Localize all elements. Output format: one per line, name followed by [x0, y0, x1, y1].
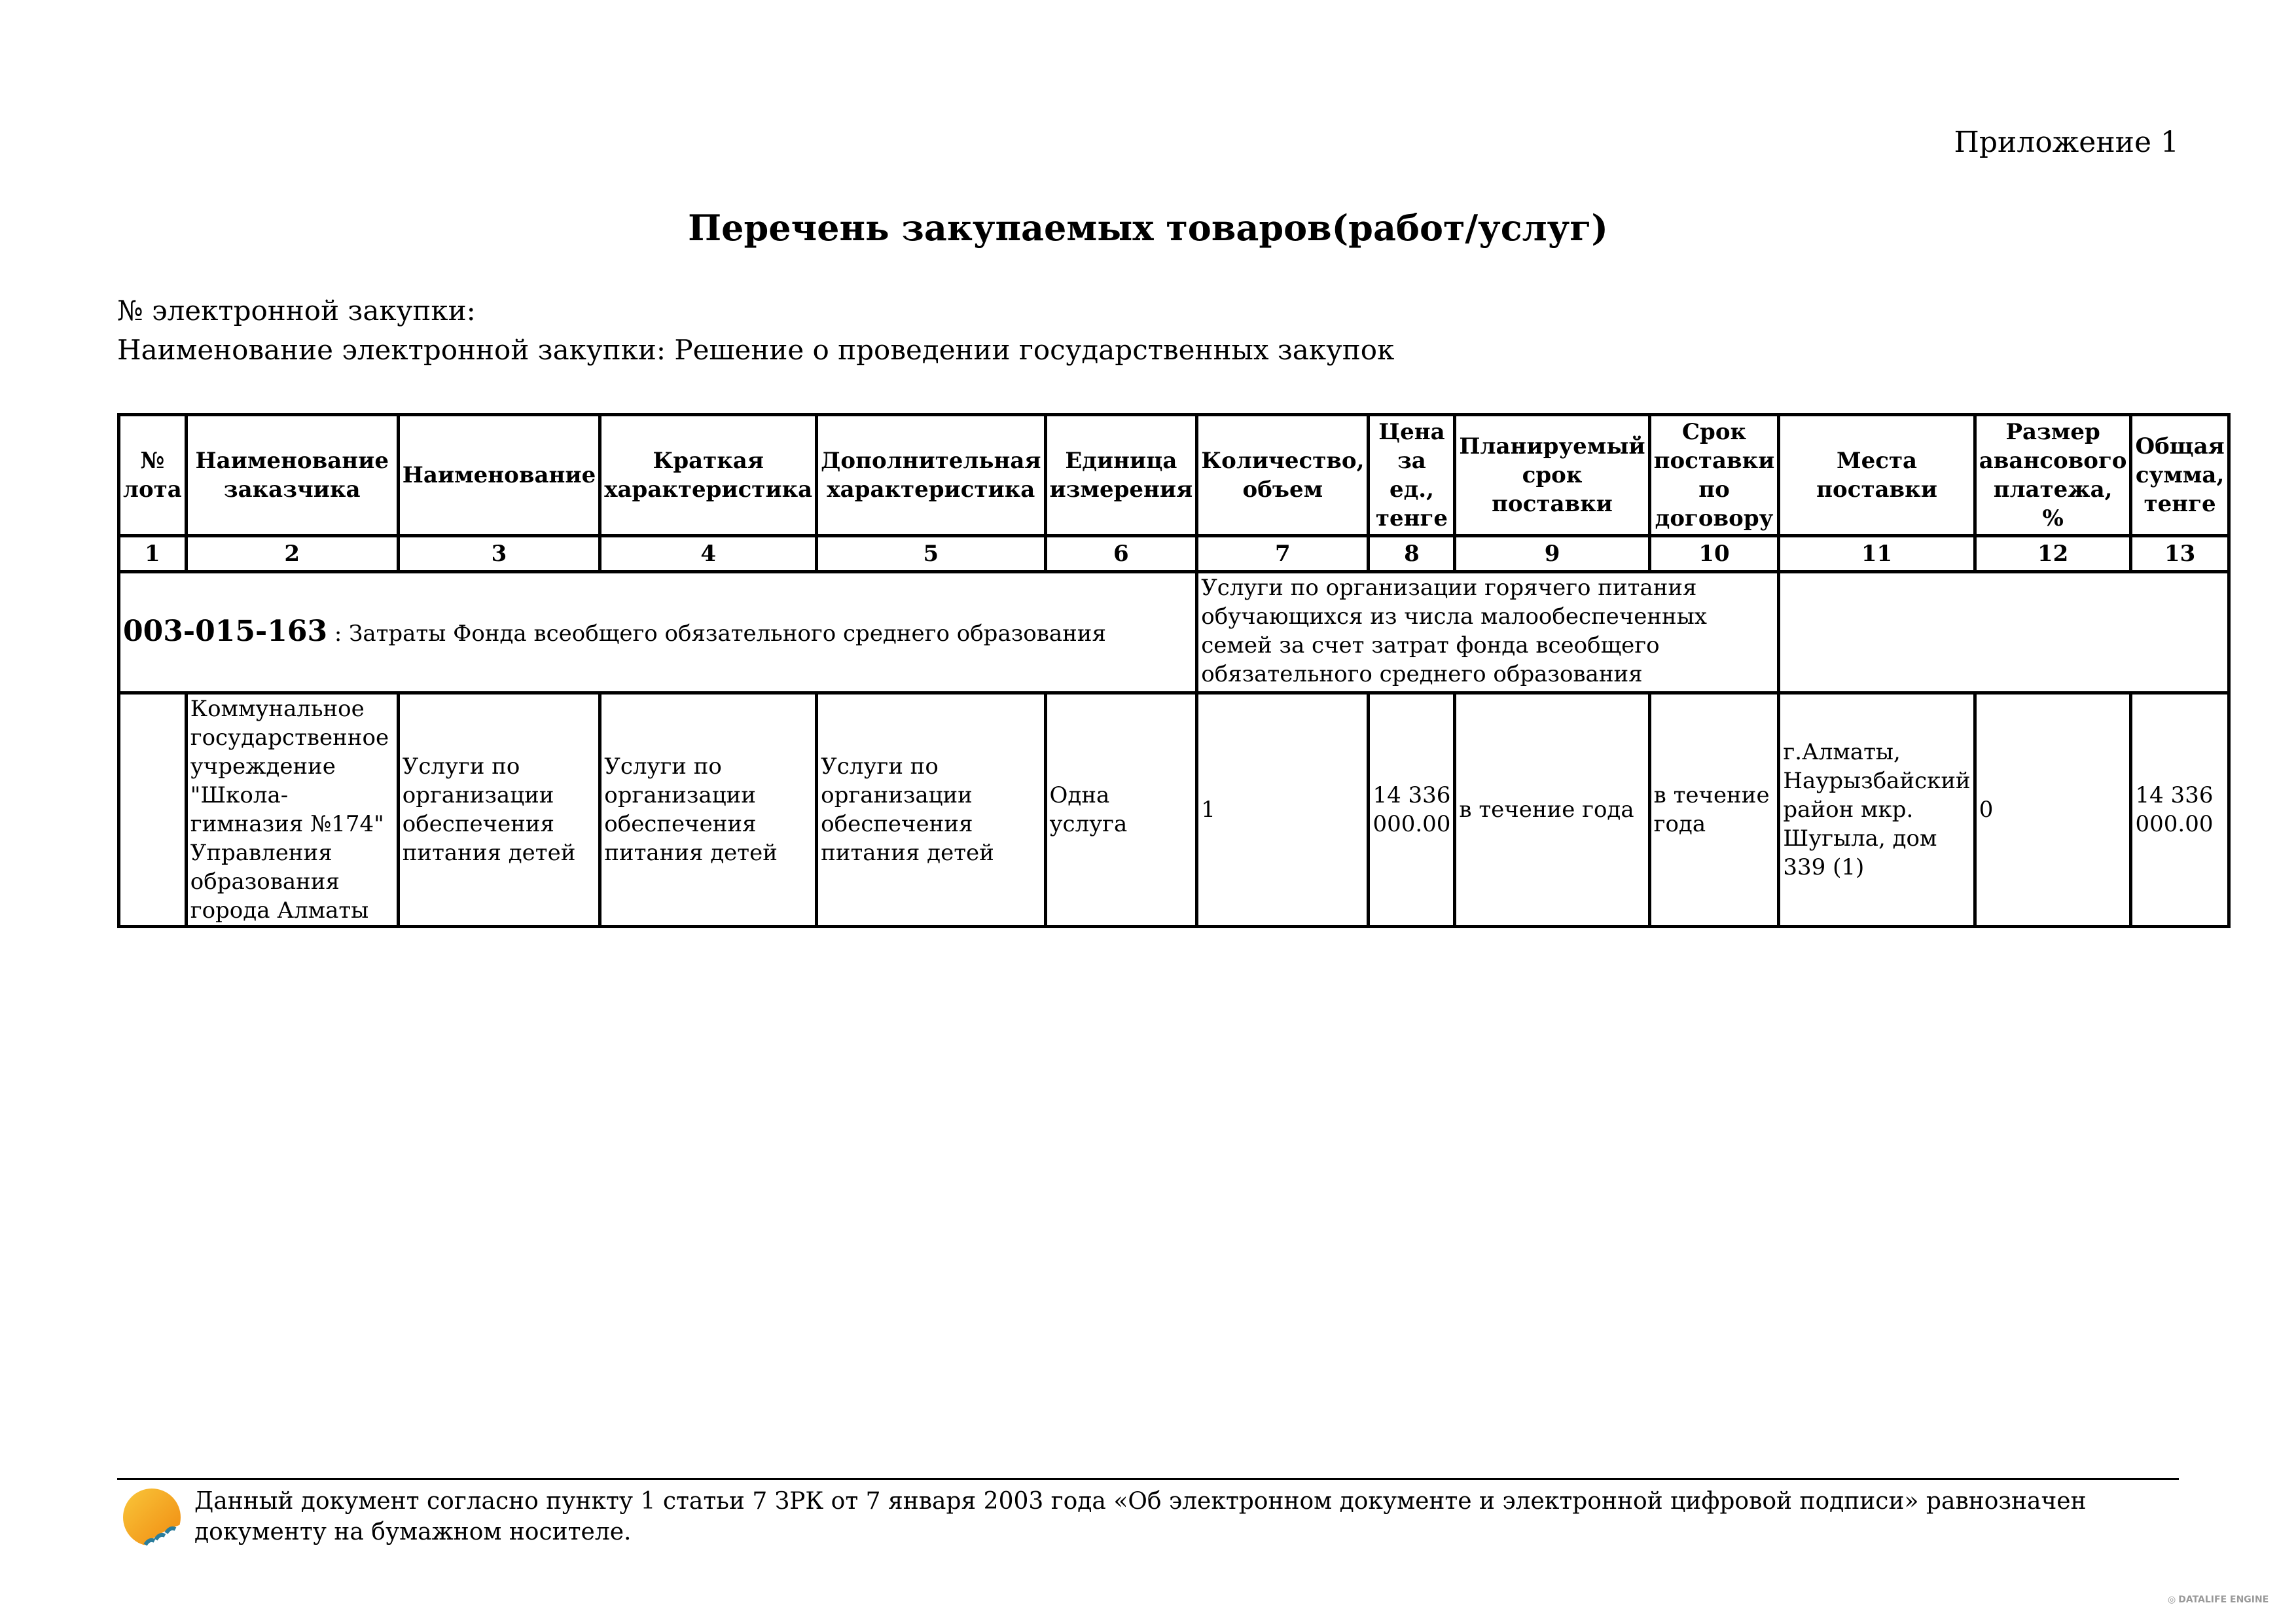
- header-cell: Единица измерения: [1045, 415, 1197, 536]
- purchase-name-line: Наименование электронной закупки: Решение о проведении государственных закупок: [117, 334, 1395, 366]
- header-cell: Общая сумма, тенге: [2131, 415, 2229, 536]
- short-spec: Услуги по организации обеспечения питания детей: [600, 693, 817, 927]
- column-number: 9: [1455, 536, 1649, 572]
- column-number: 7: [1197, 536, 1369, 572]
- egov-logo-icon: [122, 1485, 185, 1550]
- lot-number: [119, 693, 187, 927]
- page-title: Перечень закупаемых товаров(работ/услуг): [688, 207, 1608, 249]
- advance-payment: 0: [1975, 693, 2131, 927]
- header-cell: Краткая характеристика: [600, 415, 817, 536]
- budget-group-row: [119, 572, 2229, 693]
- column-number: 6: [1045, 536, 1197, 572]
- header-cell: Планируемый срок поставки: [1455, 415, 1649, 536]
- column-number: 2: [186, 536, 398, 572]
- column-number: 5: [817, 536, 1045, 572]
- item-name: Услуги по организации обеспечения питания детей: [398, 693, 600, 927]
- datalife-logo-icon: ◎: [2168, 1595, 2176, 1605]
- column-number: 10: [1649, 536, 1779, 572]
- unit: Одна услуга: [1045, 693, 1197, 927]
- column-number: 12: [1975, 536, 2131, 572]
- header-cell: № лота: [119, 415, 187, 536]
- header-cell: Количество, объем: [1197, 415, 1369, 536]
- column-number: 3: [398, 536, 600, 572]
- watermark-text: DATALIFE ENGINE: [2178, 1595, 2269, 1605]
- quantity: 1: [1197, 693, 1369, 927]
- additional-spec: Услуги по организации обеспечения питания детей: [817, 693, 1045, 927]
- header-cell: Наименование: [398, 415, 600, 536]
- table-row: [119, 693, 2229, 927]
- budget-code: 003-015-163: [123, 614, 328, 648]
- planned-term: в течение года: [1455, 693, 1649, 927]
- purchase-number-label: № электронной закупки:: [117, 295, 476, 327]
- procurement-table: [117, 413, 2231, 928]
- header-cell: Места поставки: [1779, 415, 1975, 536]
- column-number: 1: [119, 536, 187, 572]
- contract-term: в течение года: [1649, 693, 1779, 927]
- column-number: 4: [600, 536, 817, 572]
- customer-name: Коммунальное государственное учреждение "Школа-гимназия №174" Управления образования города Алматы: [186, 693, 398, 927]
- budget-description: : Затраты Фонда всеобщего обязательного среднего образования: [327, 620, 1106, 647]
- header-row: [119, 415, 2229, 536]
- total-sum: 14 336 000.00: [2131, 693, 2229, 927]
- budget-group-cell: [119, 572, 1197, 693]
- group-specification: Услуги по организации горячего питания обучающихся из числа малообеспеченных семей за счет затрат фонда всеобщего обязательного среднего образования: [1197, 572, 1779, 693]
- column-number-row: [119, 536, 2229, 572]
- delivery-place: г.Алматы, Наурызбайский район мкр. Шугыла, дом 339 (1): [1779, 693, 1975, 927]
- header-cell: Наименование заказчика: [186, 415, 398, 536]
- legal-notice: Данный документ согласно пункту 1 статьи 7 ЗРК от 7 января 2003 года «Об электронном документе и электронной цифровой подписи» равнозначен документу на бумажном носителе.: [194, 1488, 2087, 1545]
- header-cell: Срок поставки по договору: [1649, 415, 1779, 536]
- column-number: 8: [1369, 536, 1455, 572]
- header-cell: Дополнительная характеристика: [817, 415, 1045, 536]
- header-cell: Цена за ед., тенге: [1369, 415, 1455, 536]
- watermark: [2168, 1595, 2269, 1605]
- header-cell: Размер авансового платежа, %: [1975, 415, 2131, 536]
- appendix-label: Приложение 1: [1954, 126, 2179, 159]
- unit-price: 14 336 000.00: [1369, 693, 1455, 927]
- group-empty-cell: [1779, 572, 2229, 693]
- column-number: 13: [2131, 536, 2229, 572]
- column-number: 11: [1779, 536, 1975, 572]
- footer-divider: [117, 1478, 2179, 1480]
